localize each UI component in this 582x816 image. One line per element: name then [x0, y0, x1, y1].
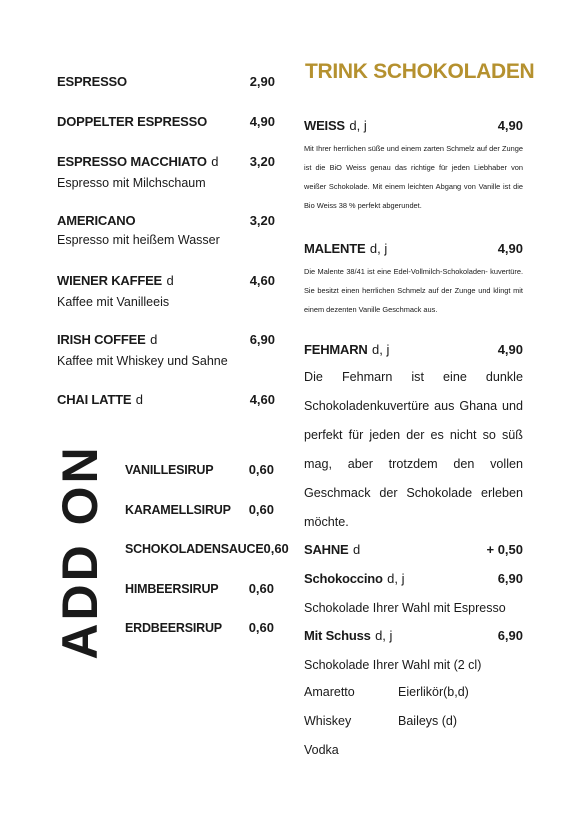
addon-name: HIMBEERSIRUP	[125, 582, 219, 596]
item-description: Espresso mit Milchschaum	[57, 176, 206, 190]
item-price: 3,20	[249, 213, 275, 228]
item-price: 2,90	[249, 74, 275, 89]
addon-title-text: ADD ON	[52, 444, 108, 660]
item-allergens: d, j	[387, 571, 405, 586]
item-price: 4,90	[497, 241, 523, 256]
menu-item-americano	[57, 213, 275, 247]
item-price: 4,90	[249, 114, 275, 129]
item-name: CHAI LATTE	[57, 392, 132, 407]
menu-item-doppelter-espresso	[57, 114, 275, 129]
addon-price: 0,60	[248, 462, 274, 477]
addon-price: 0,60	[263, 541, 289, 556]
item-description: Die Malente 38/41 ist eine Edel-Vollmilch-Schokoladen- kuvertüre. Sie besitzt einen herrlichen Schmelz auf der Zunge und klingt mit einem dezenten Vanille Geschmack aus.	[304, 267, 523, 314]
item-price: 6,90	[497, 571, 523, 586]
item-description: Kaffee mit Vanilleeis	[57, 295, 170, 309]
item-price: + 0,50	[486, 542, 523, 557]
item-name: Schokoccino	[304, 571, 383, 586]
item-price: 4,60	[249, 392, 275, 407]
item-name: SAHNE	[304, 542, 349, 557]
addon-price: 0,60	[248, 581, 274, 596]
menu-item-irish-coffee	[57, 331, 275, 368]
item-name: WIENER KAFFEE	[57, 273, 163, 288]
item-name: DOPPELTER ESPRESSO	[57, 114, 208, 129]
spirit-vodka: Vodka	[304, 743, 339, 757]
menu-item-espresso	[57, 74, 275, 89]
menu-item-wiener-kaffee	[57, 272, 275, 309]
item-price: 6,90	[249, 332, 275, 347]
item-allergens: d	[352, 542, 361, 557]
addon-item-himbeersirup	[125, 581, 274, 596]
item-description: Espresso mit heißem Wasser	[57, 233, 220, 247]
item-allergens: d, j	[349, 118, 367, 133]
chocolate-item-malente	[304, 240, 523, 319]
item-price: 4,90	[497, 342, 523, 357]
addon-title	[52, 444, 108, 660]
item-allergens: d, j	[375, 628, 393, 643]
spirit-eierlikoer: Eierlikör(b,d)	[398, 685, 469, 699]
addon-item-vanillesirup	[125, 462, 274, 477]
item-name: ESPRESSO MACCHIATO	[57, 154, 207, 169]
extra-item-sahne	[304, 541, 523, 559]
addon-price: 0,60	[248, 502, 274, 517]
menu-item-chai-latte	[57, 391, 275, 409]
item-description: Schokolade Ihrer Wahl mit Espresso	[304, 601, 506, 615]
item-allergens: d	[211, 154, 219, 169]
section-title-trink-schokoladen: TRINK SCHOKOLADEN	[305, 60, 535, 83]
item-allergens: d	[150, 332, 158, 347]
item-name: IRISH COFFEE	[57, 332, 146, 347]
item-name: ESPRESSO	[57, 74, 127, 89]
item-description: Die Fehmarn ist eine dunkle Schokoladenkuvertüre aus Ghana und perfekt für jeden der es nicht so süß mag, aber trotzdem den vollen Geschmack der Schokolade erleben möchte.	[304, 370, 523, 529]
extra-item-mit-schuss	[304, 627, 523, 672]
item-name: FEHMARN	[304, 342, 368, 357]
addon-item-erdbeersirup	[125, 620, 274, 635]
addon-name: VANILLESIRUP	[125, 463, 214, 477]
item-description: Kaffee mit Whiskey und Sahne	[57, 354, 228, 368]
spirit-whiskey: Whiskey	[304, 714, 352, 728]
spirit-amaretto: Amaretto	[304, 685, 355, 699]
item-price: 4,90	[497, 118, 523, 133]
item-price: 6,90	[497, 628, 523, 643]
spirit-baileys: Baileys (d)	[398, 714, 458, 728]
extra-item-schokoccino	[304, 570, 523, 615]
item-price: 3,20	[249, 154, 275, 169]
item-name: MALENTE	[304, 241, 366, 256]
chocolate-item-fehmarn	[304, 341, 523, 537]
addon-name: ERDBEERSIRUP	[125, 621, 222, 635]
chocolate-item-weiss	[304, 117, 523, 215]
addon-name: SCHOKOLADENSAUCE	[125, 542, 264, 556]
item-description: Mit Ihrer herrlichen süße und einem zarten Schmelz auf der Zunge ist die BiO Weiss genau das richtige für jeden Liebhaber von weißer Schokolade. Mit einem leichten Abgang von Vanille ist die Bio Weiss 38 % perfekt abgerundet.	[304, 144, 523, 210]
item-allergens: d, j	[369, 241, 388, 256]
menu-item-espresso-macchiato	[57, 153, 275, 190]
addon-item-karamellsirup	[125, 502, 274, 517]
item-description: Schokolade Ihrer Wahl mit (2 cl)	[304, 658, 482, 672]
item-price: 4,60	[249, 273, 275, 288]
item-name: AMERICANO	[57, 213, 136, 228]
item-allergens: d, j	[372, 342, 390, 357]
addon-name: KARAMELLSIRUP	[125, 503, 231, 517]
addon-item-schokoladensauce	[125, 541, 289, 556]
item-allergens: d	[135, 392, 143, 407]
addon-price: 0,60	[248, 620, 274, 635]
item-name: WEISS	[304, 118, 345, 133]
item-allergens: d	[166, 273, 174, 288]
item-name: Mit Schuss	[304, 628, 371, 643]
